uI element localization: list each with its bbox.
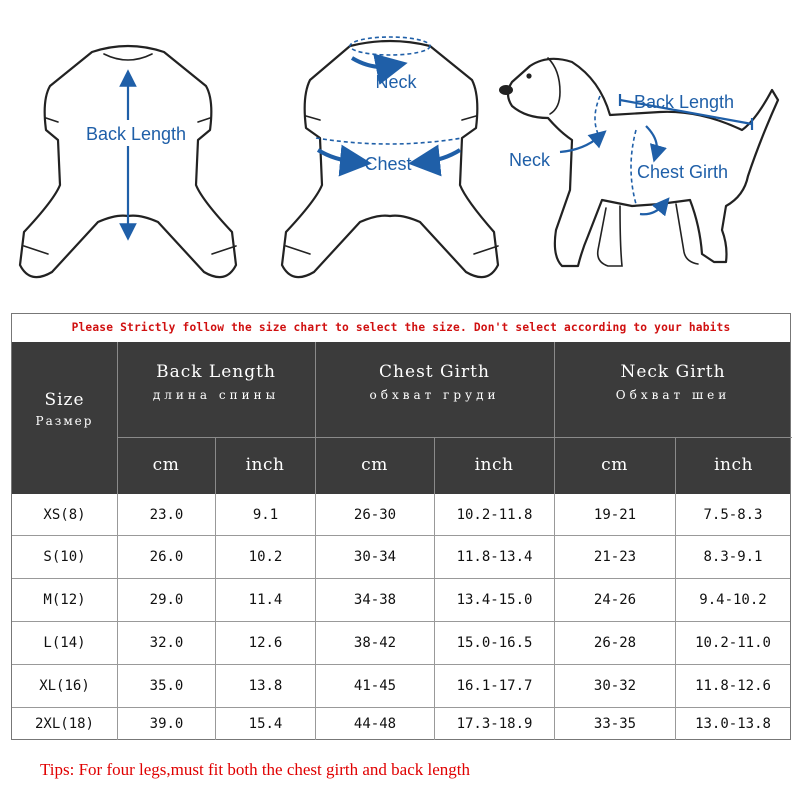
table-row [12,664,790,707]
table-row [12,535,790,578]
neck-cm-cell: 21-23 [554,536,675,578]
unit-neck-inch: inch [714,455,753,475]
notice-text: Please Strictly follow the size chart to select the size. Don't select according to your habits [71,321,731,334]
chest-cm-cell: 44-48 [315,708,434,740]
back-inch-cell: 12.6 [215,622,315,664]
back-inch-cell: 9.1 [215,494,315,535]
chest-inch-cell: 15.0-16.5 [434,622,554,664]
chest-inch-cell: 17.3-18.9 [434,708,554,740]
size-header-en: Size [44,390,85,410]
size-cell: XS(8) [43,506,86,523]
chest-cm-cell: 26-30 [315,494,434,535]
unit-chest-inch: inch [474,455,514,475]
group-neck-en: Neck Girth [620,362,726,382]
dog-figure [499,58,778,266]
neck-inch-cell: 10.2-11.0 [675,622,790,664]
group-header-chest [315,342,554,437]
chest-cm-cell: 41-45 [315,665,434,707]
back-cm-cell: 29.0 [117,579,215,621]
size-cell: 2XL(18) [34,716,94,732]
neck-cm-cell: 30-32 [554,665,675,707]
neck-inch-cell: 9.4-10.2 [675,579,790,621]
back-cm-cell: 39.0 [117,708,215,740]
neck-label-dog: Neck [509,150,551,170]
chest-label: Chest [364,154,412,174]
chest-cm-cell: 34-38 [315,579,434,621]
measurement-diagram [0,0,800,308]
unit-neck-cm: cm [601,455,628,475]
group-neck-ru: Обхват шеи [615,388,731,402]
table-row [12,494,790,535]
chest-inch-cell: 11.8-13.4 [434,536,554,578]
group-back-ru: длина спины [152,388,280,402]
table-row [12,707,790,740]
neck-cm-cell: 24-26 [554,579,675,621]
garment-front-view [282,37,498,277]
group-chest-en: Chest Girth [379,362,490,382]
size-cell: S(10) [43,549,86,565]
group-back-en: Back Length [156,362,276,382]
chest-cm-cell: 30-34 [315,536,434,578]
unit-back-cm: cm [152,455,180,475]
size-cell: XL(16) [39,678,90,694]
size-cell: M(12) [43,592,86,608]
back-inch-cell: 11.4 [215,579,315,621]
neck-cm-cell: 33-35 [554,708,675,740]
chest-girth-label-dog: Chest Girth [637,162,729,182]
table-row [12,621,790,664]
size-chart-table [11,313,791,740]
back-length-label: Back Length [85,124,187,144]
chest-inch-cell: 10.2-11.8 [434,494,554,535]
back-cm-cell: 23.0 [117,494,215,535]
neck-label-garment: Neck [375,72,417,92]
group-header-neck [554,342,792,437]
back-cm-cell: 35.0 [117,665,215,707]
group-header-back [117,342,315,437]
neck-inch-cell: 11.8-12.6 [675,665,790,707]
chest-inch-cell: 16.1-17.7 [434,665,554,707]
table-header [12,342,790,494]
neck-inch-cell: 13.0-13.8 [675,708,790,740]
unit-back-inch: inch [245,455,285,475]
back-cm-cell: 26.0 [117,536,215,578]
tips-text: Tips: For four legs,must fit both the chest girth and back length [40,760,470,779]
back-inch-cell: 15.4 [215,708,315,740]
chest-inch-cell: 13.4-15.0 [434,579,554,621]
garment-back-view [20,46,236,277]
chest-cm-cell: 38-42 [315,622,434,664]
size-header-cell [12,342,117,494]
size-cell: L(14) [43,635,86,651]
group-chest-ru: обхват груди [369,388,500,402]
size-header-ru: Размер [35,414,94,428]
neck-cm-cell: 19-21 [554,494,675,535]
unit-chest-cm: cm [361,455,388,475]
neck-cm-cell: 26-28 [554,622,675,664]
back-cm-cell: 32.0 [117,622,215,664]
neck-inch-cell: 7.5-8.3 [675,494,790,535]
neck-inch-cell: 8.3-9.1 [675,536,790,578]
back-inch-cell: 13.8 [215,665,315,707]
table-row [12,578,790,621]
measurement-illustrations [0,0,800,308]
back-inch-cell: 10.2 [215,536,315,578]
back-length-label-dog: Back Length [634,92,735,112]
